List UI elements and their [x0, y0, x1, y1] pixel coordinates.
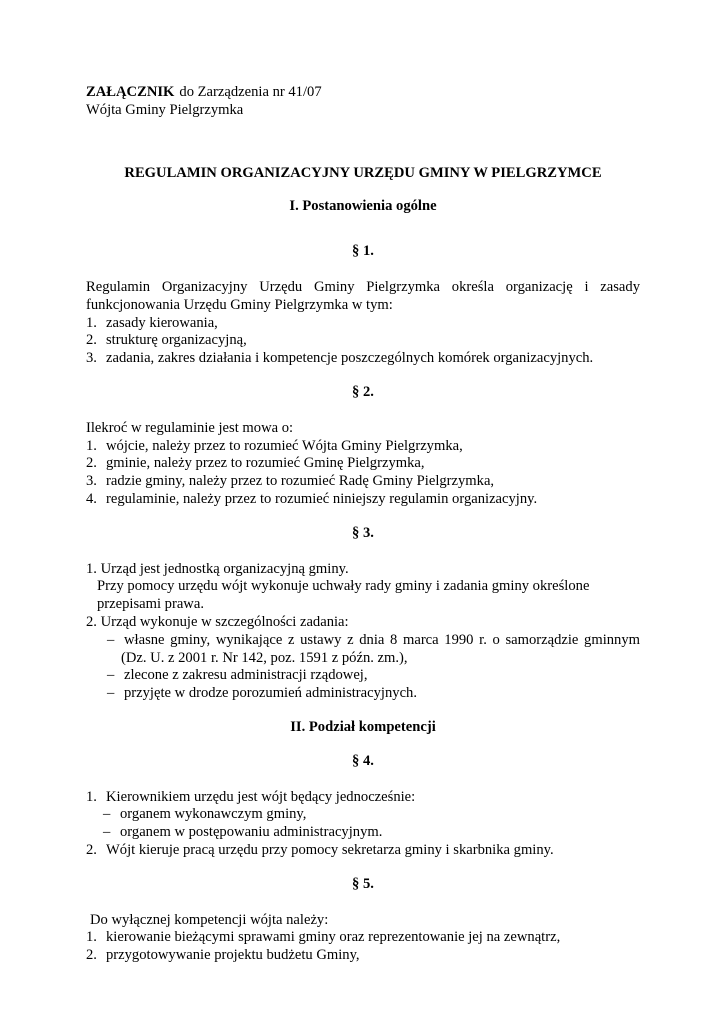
- dash-list-item: – organem w postępowaniu administracyjnym.: [103, 824, 383, 841]
- issuer-line: Wójta Gminy Pielgrzymka: [86, 101, 244, 118]
- dash-list-item: – przyjęte w drodze porozumień administracyjnych.: [107, 685, 417, 702]
- document-title: REGULAMIN ORGANIZACYJNY URZĘDU GMINY W PIELGRZYMCE: [124, 164, 602, 181]
- section-3-item-2: 2. Urząd wykonuje w szczególności zadania:: [86, 613, 349, 630]
- section-5-heading: § 5.: [352, 875, 374, 892]
- list-item: 2. przygotowywanie projektu budżetu Gminy,: [86, 947, 360, 964]
- dash-list-item: – organem wykonawczym gminy,: [103, 806, 307, 823]
- section-3-item-1-continued-2: przepisami prawa.: [97, 596, 204, 613]
- section-2-intro: Ilekroć w regulaminie jest mowa o:: [86, 419, 294, 436]
- section-3-item-1-continued: Przy pomocy urzędu wójt wykonuje uchwały rady gminy i zadania gminy określone: [97, 578, 590, 595]
- dash-bullet: –: [107, 631, 115, 648]
- section-1-intro-line-1: Regulamin Organizacyjny Urzędu Gminy Pielgrzymka określa organizację i zasady: [86, 278, 640, 295]
- list-item: 1. kierowanie bieżącymi sprawami gminy oraz reprezentowanie jej na zewnątrz,: [86, 929, 561, 946]
- section-5-intro: Do wyłącznej kompetencji wójta należy:: [90, 911, 329, 928]
- list-item: 3. radzie gminy, należy przez to rozumieć Radę Gminy Pielgrzymka,: [86, 473, 495, 490]
- list-item: 3. zadania, zakres działania i kompetencje poszczególnych komórek organizacyjnych.: [86, 350, 594, 367]
- section-1-heading: § 1.: [352, 243, 374, 260]
- list-item: 2. strukturę organizacyjną,: [86, 332, 247, 349]
- attachment-reference: do Zarządzenia nr 41/07: [179, 84, 322, 100]
- section-4-heading: § 4.: [352, 752, 374, 769]
- section-4-item-1: 1. Kierownikiem urzędu jest wójt będący jednocześnie:: [86, 788, 416, 805]
- list-item: 1. zasady kierowania,: [86, 314, 218, 331]
- list-item: 2. gminie, należy przez to rozumieć Gminę Pielgrzymka,: [86, 455, 425, 472]
- list-item: 4. regulaminie, należy przez to rozumieć niniejszy regulamin organizacyjny.: [86, 490, 538, 507]
- section-4-item-2: 2. Wójt kieruje pracą urzędu przy pomocy sekretarza gminy i skarbnika gminy.: [86, 841, 554, 858]
- dash-list-item: [86, 632, 640, 650]
- section-1-intro-line-2: funkcjonowania Urzędu Gminy Pielgrzymka w tym:: [86, 296, 393, 313]
- section-3-heading: § 3.: [352, 524, 374, 541]
- dash-item-continued: (Dz. U. z 2001 r. Nr 142, poz. 1591 z późn. zm.),: [121, 649, 408, 666]
- section-3-item-1: 1. Urząd jest jednostką organizacyjną gminy.: [86, 560, 349, 577]
- document-page: [86, 84, 640, 965]
- attachment-label: ZAŁĄCZNIK: [86, 84, 175, 100]
- section-2-heading: § 2.: [352, 383, 374, 400]
- chapter-1-heading: I. Postanowienia ogólne: [289, 198, 437, 215]
- list-item: 1. wójcie, należy przez to rozumieć Wójta Gminy Pielgrzymka,: [86, 437, 463, 454]
- dash-item-text: własne gminy, wynikające z ustawy z dnia 8 marca 1990 r. o samorządzie gminnym: [124, 631, 640, 648]
- dash-list-item: – zlecone z zakresu administracji rządowej,: [107, 667, 368, 684]
- attachment-header: [86, 84, 640, 102]
- chapter-2-heading: II. Podział kompetencji: [290, 718, 436, 735]
